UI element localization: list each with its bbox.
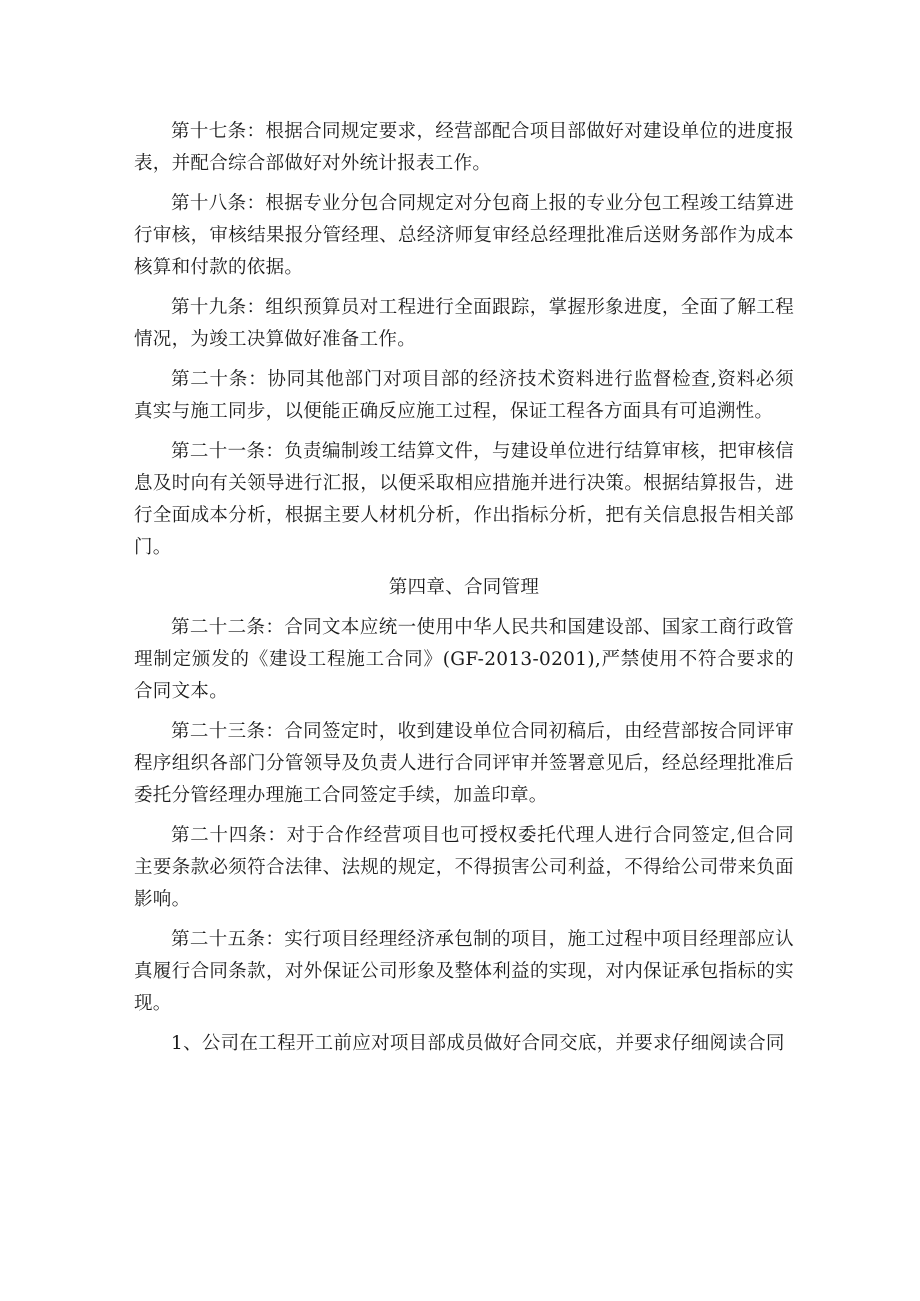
article-18: 第十八条：根据专业分包合同规定对分包商上报的专业分包工程竣工结算进行审核，审核结果报分管经理、总经济师复审经总经理批准后送财务部作为成本核算和付款的依据。: [134, 193, 794, 278]
article-25: 第二十五条：实行项目经理经济承包制的项目，施工过程中项目经理部应认真履行合同条款，对外保证公司形象及整体利益的实现，对内保证承包指标的实现。: [134, 929, 794, 1014]
article-20: 第二十条：协同其他部门对项目部的经济技术资料进行监督检查,资料必须真实与施工同步，以便能正确反应施工过程，保证工程各方面具有可追溯性。: [134, 369, 794, 422]
article-19: 第十九条：组织预算员对工程进行全面跟踪，掌握形象进度，全面了解工程情况，为竣工决算做好准备工作。: [134, 297, 794, 350]
article-21: 第二十一条：负责编制竣工结算文件，与建设单位进行结算审核，把审核信息及时向有关领导进行汇报，以便采取相应措施并进行决策。根据结算报告，进行全面成本分析，根据主要人材机分析，作出指标分析，把有关信息报告相关部门。: [134, 441, 794, 558]
document-body: [134, 116, 794, 1068]
article-22: 第二十二条：合同文本应统一使用中华人民共和国建设部、国家工商行政管理制定颁发的《建设工程施工合同》(GF-2013-0201),严禁使用不符合要求的合同文本。: [134, 617, 794, 702]
article-23: 第二十三条：合同签定时，收到建设单位合同初稿后，由经营部按合同评审程序组织各部门分管领导及负责人进行合同评审并签署意见后，经总经理批准后委托分管经理办理施工合同签定手续，加盖印章。: [134, 721, 794, 806]
article-24: 第二十四条：对于合作经营项目也可授权委托代理人进行合同签定,但合同主要条款必须符合法律、法规的规定，不得损害公司利益，不得给公司带来负面影响。: [134, 825, 794, 910]
chapter-heading: 第四章、合同管理: [388, 577, 540, 598]
article-25-item-1: 1、公司在工程开工前应对项目部成员做好合同交底，并要求仔细阅读合同: [171, 1033, 785, 1054]
article-17: 第十七条：根据合同规定要求，经营部配合项目部做好对建设单位的进度报表，并配合综合部做好对外统计报表工作。: [134, 121, 794, 174]
